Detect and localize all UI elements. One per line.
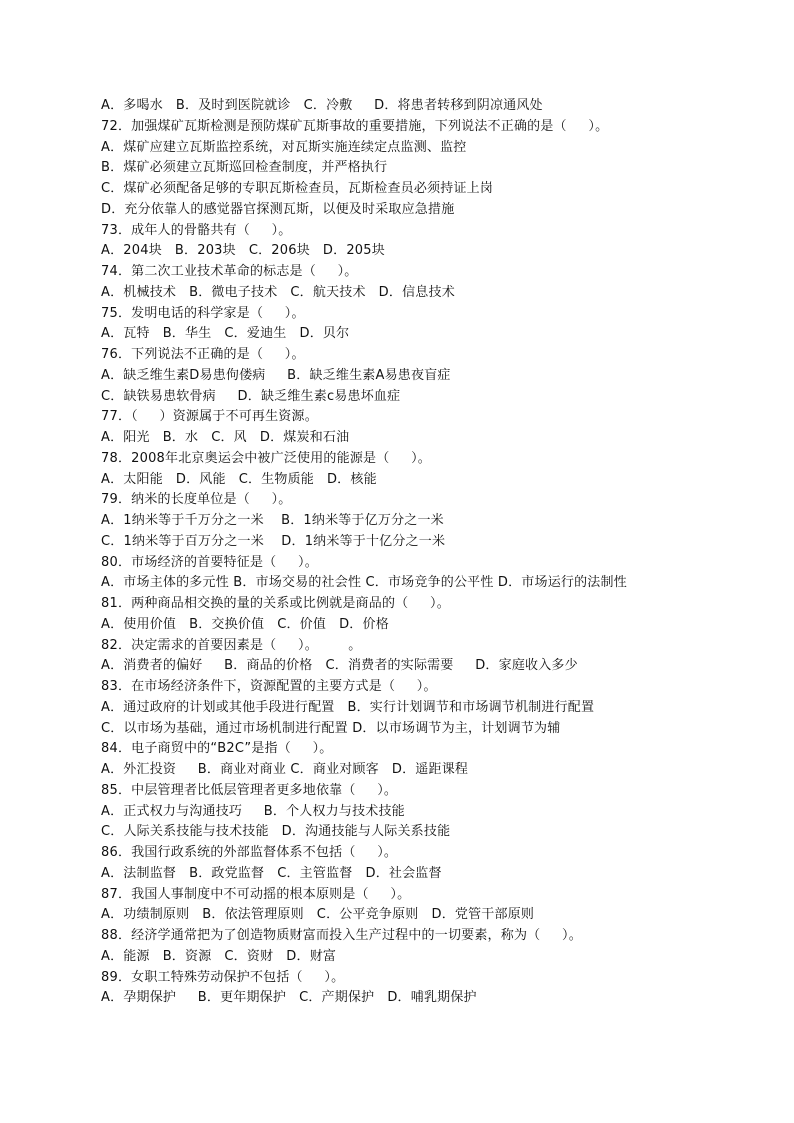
option-line-86: A．法制监督 B．政党监督 C．主管监督 D．社会监督 (101, 865, 442, 881)
question-80: 80．市场经济的首要特征是（ ）。 (101, 554, 318, 570)
question-73: 73．成年人的骨骼共有（ ）。 (101, 222, 292, 238)
option-line-84: A．外汇投资 B．商业对商业 C．商业对顾客 D．遥距课程 (101, 762, 469, 777)
document-body (101, 96, 701, 1009)
option-line-85ab: A．正式权力与沟通技巧 B．个人权力与技术技能 (101, 803, 405, 819)
option-line-76cd: C．缺铁易患软骨病 D．缺乏维生素c易患坏血症 (101, 388, 401, 404)
option-line-72b: B．煤矿必须建立瓦斯巡回检查制度，并严格执行 (101, 160, 388, 176)
question-78: 78．2008年北京奥运会中被广泛使用的能源是（ ）。 (101, 450, 431, 466)
option-line-79cd: C．1纳米等于百万分之一米 D．1纳米等于十亿分之一米 (101, 533, 446, 549)
question-84: 84．电子商贸中的“B2C”是指（ ）。 (101, 741, 333, 757)
option-line-71: A．多喝水 B．及时到医院就诊 C．冷敷 D．将患者转移到阴凉通风处 (101, 98, 543, 113)
option-line-73: A．204块 B．203块 C．206块 D．205块 (101, 243, 385, 259)
question-83: 83．在市场经济条件下，资源配置的主要方式是（ ）。 (101, 679, 437, 694)
option-line-75: A．瓦特 B．华生 C．爱迪生 D．贝尔 (101, 326, 350, 342)
option-line-74: A．机械技术 B．微电子技术 C．航天技术 D．信息技术 (101, 284, 455, 300)
option-line-83cd: C．以市场为基础，通过市场机制进行配置 D．以市场调节为主，计划调节为辅 (101, 720, 561, 736)
question-81: 81．两种商品相交换的量的关系或比例就是商品的（ ）。 (101, 596, 450, 611)
option-line-88: A．能源 B．资源 C．资财 D．财富 (101, 948, 337, 964)
option-line-76ab: A．缺乏维生素D易患佝偻病 B．缺乏维生素A易患夜盲症 (101, 367, 451, 383)
question-79: 79．纳米的长度单位是（ ）。 (101, 492, 292, 508)
option-line-78: A．太阳能 D．风能 C．生物质能 D．核能 (101, 471, 377, 487)
question-89: 89．女职工特殊劳动保护不包括（ ）。 (101, 969, 345, 985)
question-75: 75．发明电话的科学家是（ ）。 (101, 305, 305, 321)
option-line-83ab: A．通过政府的计划或其他手段进行配置 B．实行计划调节和市场调节机制进行配置 (101, 699, 595, 715)
option-line-80: A．市场主体的多元性 B．市场交易的社会性 C．市场竞争的公平性 D．市场运行的法制性 (101, 575, 627, 591)
option-line-72a: A．煤矿应建立瓦斯监控系统，对瓦斯实施连续定点监测、监控 (101, 139, 467, 155)
question-85: 85．中层管理者比低层管理者更多地依靠（ ）。 (101, 782, 398, 798)
question-76: 76．下列说法不正确的是（ ）。 (101, 347, 305, 362)
question-86: 86．我国行政系统的外部监督体系不包括（ ）。 (101, 845, 398, 860)
option-line-72d: D．充分依靠人的感觉器官探测瓦斯，以便及时采取应急措施 (101, 201, 455, 217)
option-line-89: A．孕期保护 B．更年期保护 C．产期保护 D．哺乳期保护 (101, 990, 477, 1006)
question-74: 74．第二次工业技术革命的标志是（ ）。 (101, 264, 358, 279)
question-72: 72．加强煤矿瓦斯检测是预防煤矿瓦斯事故的重要措施，下列说法不正确的是（ ）。 (101, 118, 609, 134)
option-line-81: A．使用价值 B．交换价值 C．价值 D．价格 (101, 616, 389, 632)
option-line-87: A．功绩制原则 B．依法管理原则 C．公平竞争原则 D．党管干部原则 (101, 907, 535, 923)
option-line-72c: C．煤矿必须配备足够的专职瓦斯检查员，瓦斯检查员必须持证上岗 (101, 181, 494, 196)
option-line-77: A．阳光 B．水 C．风 D．煤炭和石油 (101, 430, 350, 445)
option-line-82: A．消费者的偏好 B．商品的价格 C．消费者的实际需要 D．家庭收入多少 (101, 658, 578, 674)
question-88: 88．经济学通常把为了创造物质财富而投入生产过程中的一切要素，称为（ ）。 (101, 928, 582, 943)
option-line-79ab: A．1纳米等于千万分之一米 B．1纳米等于亿万分之一米 (101, 513, 444, 528)
option-line-85cd: C．人际关系技能与技术技能 D．沟通技能与人际关系技能 (101, 824, 451, 840)
question-87: 87．我国人事制度中不可动摇的根本原则是（ ）。 (101, 886, 411, 902)
question-77: 77．（ ）资源属于不可再生资源。 (101, 409, 318, 425)
question-82: 82．决定需求的首要因素是（ ）。 。 (101, 637, 362, 653)
